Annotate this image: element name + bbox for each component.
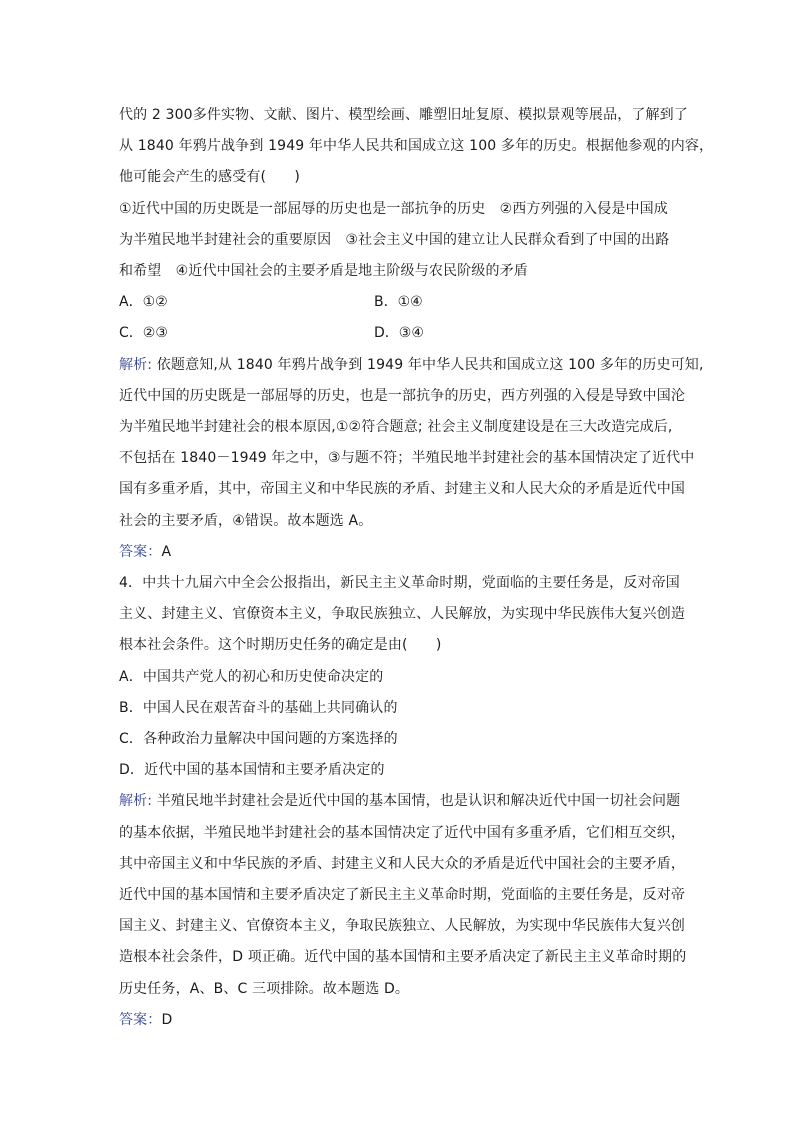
q4-analysis-line-3: 其中帝国主义和中华民族的矛盾、封建主义和人民大众的矛盾是近代中国社会的主要矛盾， bbox=[119, 855, 685, 872]
q3-stem-line-3: 他可能会产生的感受有( ) bbox=[119, 169, 301, 186]
q3-analysis-line-1 bbox=[119, 350, 704, 381]
q3-analysis-line-2: 近代中国的历史既是一部屈辱的历史，也是一部抗争的历史，西方列强的入侵是导致中国沦 bbox=[119, 387, 685, 404]
q3-answer bbox=[119, 537, 679, 568]
q3-analysis-line-3: 为半殖民地半封建社会的根本原因,①②符合题意; 社会主义制度建设是在三大改造完成后, bbox=[119, 419, 673, 436]
q4-analysis-line-6: 造根本社会条件，D 项正确。近代中国的基本国情和主要矛盾决定了新民主主义革命时期的 bbox=[119, 949, 687, 966]
q3-analysis-text-1: 依题意知,从 1840 年鸦片战争到 1949 年中华人民共和国成立这 100 多年的历史可知, bbox=[152, 356, 704, 373]
q3-option-a: A．①② bbox=[119, 294, 168, 311]
q4-stem-line-1: 4．中共十九届六中全会公报指出，新民主主义革命时期，党面临的主要任务是，反对帝国 bbox=[119, 575, 680, 592]
q3-analysis-line-5: 国有多重矛盾，其中，帝国主义和中华民族的矛盾、封建主义和人民大众的矛盾是近代中国 bbox=[119, 481, 685, 498]
q4-option-b: B．中国人民在艰苦奋斗的基础上共同确认的 bbox=[119, 699, 398, 716]
q4-answer-value: D bbox=[161, 1011, 173, 1028]
q3-option-d: D．③④ bbox=[374, 325, 424, 342]
q4-option-a: A．中国共产党人的初心和历史使命决定的 bbox=[119, 668, 384, 685]
q4-analysis-label: 解析: bbox=[119, 793, 153, 810]
q3-analysis-line-6: 社会的主要矛盾，④错误。故本题选 A。 bbox=[119, 512, 373, 529]
q4-stem-line-2: 主义、封建主义、官僚资本主义，争取民族独立、人民解放，为实现中华民族伟大复兴创造 bbox=[119, 606, 685, 623]
q3-option-c: C．②③ bbox=[119, 325, 168, 342]
q4-answer bbox=[119, 1005, 679, 1036]
q3-answer-label: 答案： bbox=[119, 543, 162, 560]
q3-analysis-label: 解析: bbox=[119, 356, 153, 373]
q4-answer-label: 答案： bbox=[119, 1011, 162, 1028]
q4-analysis-line-5: 国主义、封建主义、官僚资本主义，争取民族独立、人民解放，为实现中华民族伟大复兴创 bbox=[119, 918, 685, 935]
q3-stem-line-1: 代的 2 300多件实物、文献、图片、模型绘画、雕塑旧址复原、模拟景观等展品，了解到了 bbox=[119, 107, 688, 123]
q3-statement-line-3: 和希望 ④近代中国社会的主要矛盾是地主阶级与农民阶级的矛盾 bbox=[119, 263, 528, 280]
q3-option-b: B．①④ bbox=[374, 294, 423, 311]
question-4 bbox=[119, 568, 687, 1036]
q4-analysis-line-2: 的基本依据，半殖民地半封建社会的基本国情决定了近代中国有多重矛盾，它们相互交织， bbox=[119, 824, 685, 841]
q3-statement-line-1: ①近代中国的历史既是一部屈辱的历史也是一部抗争的历史 ②西方列强的入侵是中国成 bbox=[119, 200, 668, 217]
q3-analysis-line-4: 不包括在 1840－1949 年之中，③与题不符；半殖民地半封建社会的基本国情决定了近代中 bbox=[119, 450, 695, 467]
q3-options-row-1 bbox=[119, 287, 679, 318]
q4-option-d: D．近代中国的基本国情和主要矛盾决定的 bbox=[119, 762, 385, 779]
q4-option-c: C．各种政治力量解决中国问题的方案选择的 bbox=[119, 731, 398, 748]
question-3 bbox=[119, 100, 714, 568]
document-page bbox=[119, 100, 714, 1036]
q4-stem-line-3: 根本社会条件。这个时期历史任务的确定是由( ) bbox=[119, 637, 442, 654]
q4-analysis-line-4: 近代中国的基本国情和主要矛盾决定了新民主主义革命时期，党面临的主要任务是，反对帝 bbox=[119, 887, 685, 904]
q4-analysis-text-1: 半殖民地半封建社会是近代中国的基本国情，也是认识和解决近代中国一切社会问题 bbox=[152, 793, 681, 810]
q3-answer-value: A bbox=[161, 543, 172, 560]
q4-analysis-line-1 bbox=[119, 786, 679, 817]
q3-options-row-2 bbox=[119, 318, 679, 349]
q4-analysis-line-7: 历史任务，A、B、C 三项排除。故本题选 D。 bbox=[119, 980, 410, 997]
q3-stem-line-2: 从 1840 年鸦片战争到 1949 年中华人民共和国成立这 100 多年的历史。根据他参观的内容， bbox=[119, 138, 714, 155]
q3-statement-line-2: 为半殖民地半封建社会的重要原因 ③社会主义中国的建立让人民群众看到了中国的出路 bbox=[119, 231, 670, 248]
